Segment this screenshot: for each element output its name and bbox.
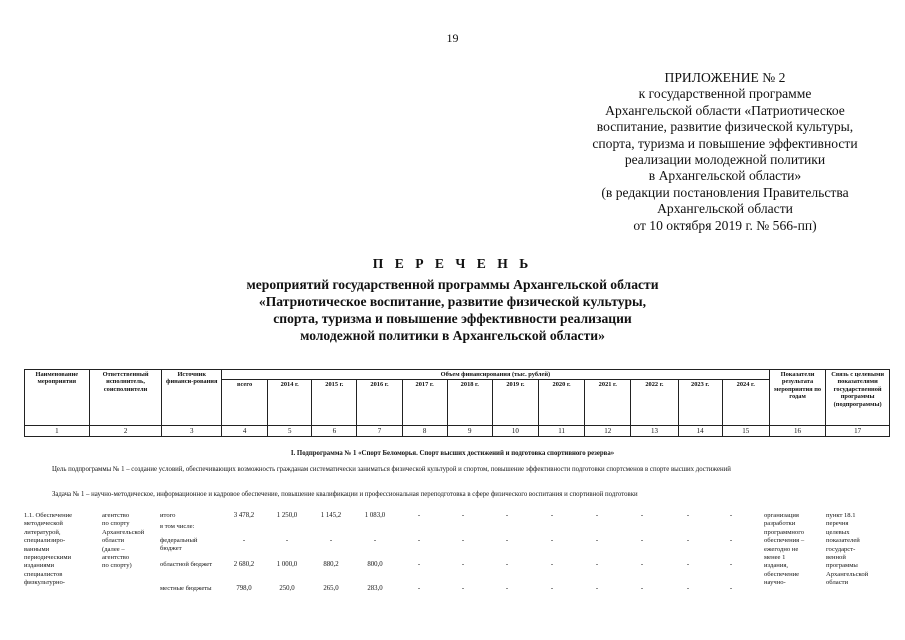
header-year: 2022 г. <box>631 380 678 426</box>
subtitle-line: мероприятий государственной программы Архангельской области <box>246 277 659 292</box>
header-year: 2021 г. <box>585 380 631 426</box>
subprogram-title: I. Подпрограмма № 1 «Спорт Беломорья. Спорт высших достижений и подготовка спортивного резерва» <box>290 450 615 457</box>
column-number: 13 <box>631 426 678 437</box>
funding-value-local: 265,0 <box>323 585 339 592</box>
funding-value-total: - <box>640 512 644 519</box>
funding-value-regional: 800,0 <box>367 561 383 568</box>
source-regional: областной бюджет <box>160 561 213 568</box>
source-local: местные бюджеты <box>160 585 212 592</box>
funding-value-regional: - <box>729 561 733 568</box>
funding-value-regional: - <box>686 561 690 568</box>
document-title: П Е Р Е Ч Е Н Ь <box>372 256 533 271</box>
funding-value-regional: - <box>595 561 599 568</box>
indicator-line: обеспечения – <box>764 537 805 545</box>
column-number: 15 <box>722 426 769 437</box>
subtitle-line: спорта, туризма и повышение эффективности реализации <box>273 311 632 326</box>
header-total: всего <box>221 380 267 426</box>
appendix-line: в Архангельской области» <box>648 168 802 184</box>
executor-line: (далее – <box>102 545 125 553</box>
funding-value-federal: - <box>729 537 733 544</box>
funding-value-total: - <box>686 512 690 519</box>
column-number: 14 <box>678 426 722 437</box>
appendix-line: к государственной программе <box>638 86 812 102</box>
executor-line: области <box>102 537 125 545</box>
appendix-line: спорта, туризма и повышение эффективности <box>592 135 858 151</box>
funding-value-local: - <box>729 585 733 592</box>
funding-value-total: - <box>505 512 509 519</box>
funding-value-federal: - <box>550 537 554 544</box>
funding-value-local: - <box>417 585 421 592</box>
link-line: целевых <box>826 528 850 536</box>
appendix-line: от 10 октября 2019 г. № 566-пп) <box>633 217 817 233</box>
executor-line: агентство <box>102 554 130 562</box>
column-number: 12 <box>585 426 631 437</box>
column-number: 6 <box>312 426 357 437</box>
funding-value-total: 1 083,0 <box>364 512 386 519</box>
header-year: 2019 г. <box>492 380 538 426</box>
link-line: венной <box>826 554 846 562</box>
header-year: 2020 г. <box>539 380 585 426</box>
funding-value-regional: 880,2 <box>323 561 339 568</box>
column-number: 7 <box>357 426 402 437</box>
column-number: 4 <box>221 426 267 437</box>
document-subtitle <box>150 276 755 344</box>
funding-value-local: - <box>640 585 644 592</box>
header-year: 2015 г. <box>312 380 357 426</box>
row-1-1-executor <box>102 512 144 571</box>
funding-value-federal: - <box>686 537 690 544</box>
column-number: 3 <box>162 426 222 437</box>
name-line: физкультурно- <box>24 579 65 587</box>
link-line: государст- <box>826 545 856 553</box>
appendix-line: реализации молодежной политики <box>624 152 826 168</box>
name-line: специалистов <box>24 570 63 578</box>
appendix-line: Архангельской области «Патриотическое <box>605 102 845 118</box>
header-year: 2014 г. <box>268 380 312 426</box>
appendix-line: (в редакции постановления Правительства <box>601 184 849 200</box>
funding-value-local: - <box>686 585 690 592</box>
funding-value-regional: - <box>505 561 509 568</box>
link-line: области <box>826 579 849 587</box>
header-year: 2023 г. <box>678 380 722 426</box>
funding-value-total: - <box>550 512 554 519</box>
funding-value-local: 283,0 <box>367 585 383 592</box>
header-name: Наименование мероприятия <box>25 370 90 426</box>
funding-value-total: - <box>729 512 733 519</box>
funding-table-header <box>24 369 890 437</box>
name-line: ванными <box>24 545 50 553</box>
funding-value-federal: - <box>505 537 509 544</box>
name-line: литературой, <box>24 528 61 536</box>
column-number: 11 <box>539 426 585 437</box>
funding-value-total: - <box>417 512 421 519</box>
indicator-line: разработки <box>764 520 796 528</box>
column-number: 2 <box>89 426 162 437</box>
funding-value-federal: - <box>329 537 333 544</box>
funding-value-regional: - <box>417 561 421 568</box>
funding-value-local: - <box>550 585 554 592</box>
funding-value-total: 1 250,0 <box>276 512 298 519</box>
funding-value-regional: - <box>550 561 554 568</box>
subtitle-line: молодежной политики в Архангельской области» <box>300 328 605 343</box>
indicator-line: ежегодно не <box>764 545 799 553</box>
name-line: методической <box>24 520 63 528</box>
header-executor: Ответственный исполнитель, соисполнители <box>89 370 162 426</box>
executor-line: по спорту) <box>102 562 132 570</box>
funding-value-local: - <box>461 585 465 592</box>
appendix-header <box>560 70 890 234</box>
funding-value-local: 798,0 <box>236 585 252 592</box>
link-line: пункт 18.1 <box>826 512 856 519</box>
header-year: 2018 г. <box>447 380 492 426</box>
header-year: 2024 г. <box>722 380 769 426</box>
source-including: в том числе: <box>160 523 195 530</box>
funding-value-total: 3 478,2 <box>233 512 255 519</box>
indicator-line: программного <box>764 528 805 536</box>
funding-value-regional: 2 680,2 <box>233 561 255 568</box>
row-1-1-indicator <box>764 512 804 588</box>
funding-value-federal: - <box>461 537 465 544</box>
appendix-line: Архангельской области <box>657 201 793 217</box>
executor-line: агентство <box>102 512 130 519</box>
funding-value-federal: - <box>242 537 246 544</box>
link-line: перечня <box>826 520 849 528</box>
funding-value-total: 1 145,2 <box>320 512 342 519</box>
name-line: периодическими <box>24 554 72 562</box>
column-number: 17 <box>826 426 890 437</box>
column-number: 8 <box>402 426 447 437</box>
name-line: специализиро- <box>24 537 66 545</box>
column-number: 9 <box>447 426 492 437</box>
funding-value-federal: - <box>640 537 644 544</box>
source-federal: федеральный бюджет <box>160 537 198 553</box>
link-line: Архангельской <box>826 570 869 578</box>
task-text: Задача № 1 – научно-методическое, информационное и кадровое обеспечение, повышение квалификации и профессиональная переподготовка в сфере физического воспитания и спортивной подготовки <box>52 491 638 498</box>
funding-value-federal: - <box>595 537 599 544</box>
link-line: программы <box>826 562 858 570</box>
funding-value-federal: - <box>285 537 289 544</box>
funding-value-local: - <box>595 585 599 592</box>
indicator-line: научно- <box>764 579 786 587</box>
header-year: 2017 г. <box>402 380 447 426</box>
appendix-line: ПРИЛОЖЕНИЕ № 2 <box>664 70 786 85</box>
page-number: 19 <box>446 31 459 45</box>
funding-value-federal: - <box>417 537 421 544</box>
funding-value-regional: - <box>461 561 465 568</box>
row-1-1-target-link <box>826 512 868 588</box>
indicator-line: менее 1 <box>764 554 786 562</box>
header-funding: Объем финансирования (тыс. рублей) <box>221 370 769 380</box>
column-number: 10 <box>492 426 538 437</box>
name-line: изданиями <box>24 562 55 570</box>
funding-value-local: 250,0 <box>279 585 295 592</box>
header-year: 2016 г. <box>357 380 402 426</box>
funding-value-total: - <box>461 512 465 519</box>
funding-value-total: - <box>595 512 599 519</box>
column-number: 5 <box>268 426 312 437</box>
source-total: итого <box>160 512 176 519</box>
column-number: 16 <box>769 426 825 437</box>
name-line: 1.1. Обеспечение <box>24 512 73 519</box>
goal-text: Цель подпрограммы № 1 – создание условий, обеспечивающих возможность гражданам систематически заниматься физической культурой и спортом, повышение эффективности подготовки спортсменов в спорте высших достижений <box>52 466 731 473</box>
funding-value-federal: - <box>373 537 377 544</box>
funding-value-regional: 1 000,0 <box>276 561 298 568</box>
indicator-line: обеспечение <box>764 570 800 578</box>
indicator-line: организация <box>764 512 799 519</box>
header-source: Источник финанси-рования <box>162 370 222 426</box>
row-1-1-name <box>24 512 72 588</box>
executor-line: по спорту <box>102 520 130 528</box>
indicator-line: издания, <box>764 562 789 570</box>
funding-value-regional: - <box>640 561 644 568</box>
subtitle-line: «Патриотическое воспитание, развитие физической культуры, <box>258 294 647 309</box>
executor-line: Архангельской <box>102 528 145 536</box>
column-number: 1 <box>25 426 90 437</box>
funding-value-local: - <box>505 585 509 592</box>
header-link: Связь с целевыми показателями государственной программы (подпрограммы) <box>826 370 890 426</box>
link-line: показателей <box>826 537 860 545</box>
header-indicators: Показатели результата мероприятия по годам <box>769 370 825 426</box>
appendix-line: воспитание, развитие физической культуры, <box>596 119 854 135</box>
